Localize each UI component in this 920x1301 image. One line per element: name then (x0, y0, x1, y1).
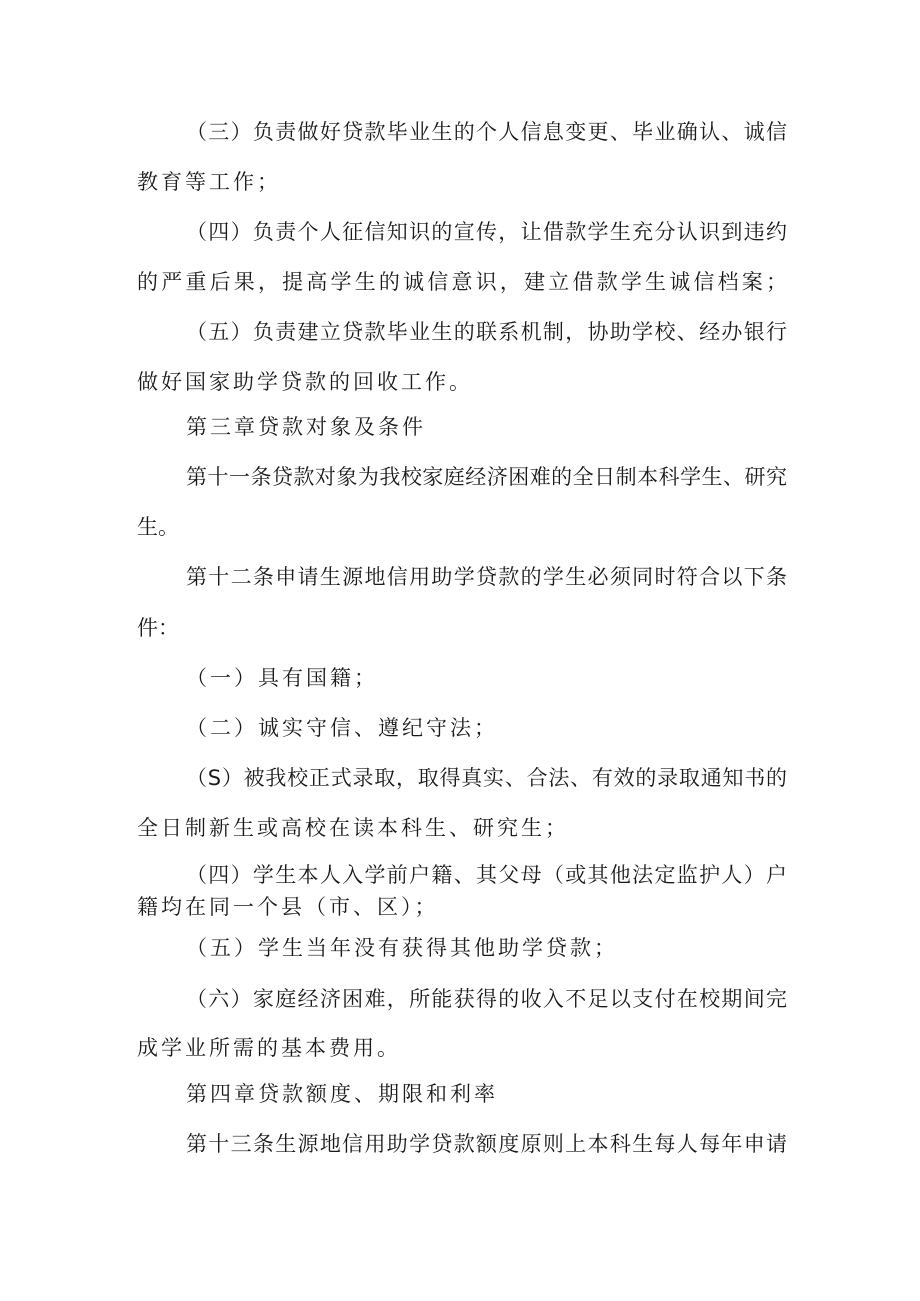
list-item: （一）具有国籍； (186, 666, 378, 690)
paragraph-line: 第十三条生源地信用助学贷款额度原则上本科生每人每年申请 (186, 1132, 787, 1156)
list-item: （四）学生本人入学前户籍、其父母（或其他法定监护人）户 (186, 863, 787, 887)
paragraph-line: 第十一条贷款对象为我校家庭经济困难的全日制本科学生、研究 (186, 465, 787, 489)
paragraph-line: 籍均在同一个县（市、区）； (137, 895, 439, 919)
paragraph-line: 成学业所需的基本费用。 (137, 1036, 401, 1060)
paragraph-line: 件： (137, 616, 179, 640)
list-item: （二）诚实守信、遵纪守法； (186, 716, 498, 740)
list-item: （六）家庭经济困难，所能获得的收入不足以支付在校期间完 (186, 987, 787, 1011)
paragraph-line: （五）负责建立贷款毕业生的联系机制，协助学校、经办银行 (186, 320, 787, 344)
paragraph-line: 全日制新生或高校在读本科生、研究生； (137, 816, 569, 840)
chapter-heading: 第四章贷款额度、期限和利率 (186, 1082, 498, 1106)
list-item: （S）被我校正式录取，取得真实、合法、有效的录取通知书的 (186, 766, 787, 790)
paragraph-line: （四）负责个人征信知识的宣传，让借款学生充分认识到违约 (186, 220, 787, 244)
list-item: （五）学生当年没有获得其他助学贷款； (186, 936, 618, 960)
paragraph-line: 的严重后果，提高学生的诚信意识，建立借款学生诚信档案； (137, 270, 787, 294)
paragraph-line: 生。 (137, 515, 179, 539)
paragraph-line: 教育等工作； (137, 170, 281, 194)
paragraph-line: （三）负责做好贷款毕业生的个人信息变更、毕业确认、诚信 (186, 120, 787, 144)
chapter-heading: 第三章贷款对象及条件 (186, 415, 426, 439)
paragraph-line: 第十二条申请生源地信用助学贷款的学生必须同时符合以下条 (186, 565, 787, 589)
paragraph-line: 做好国家助学贷款的回收工作。 (137, 370, 473, 394)
